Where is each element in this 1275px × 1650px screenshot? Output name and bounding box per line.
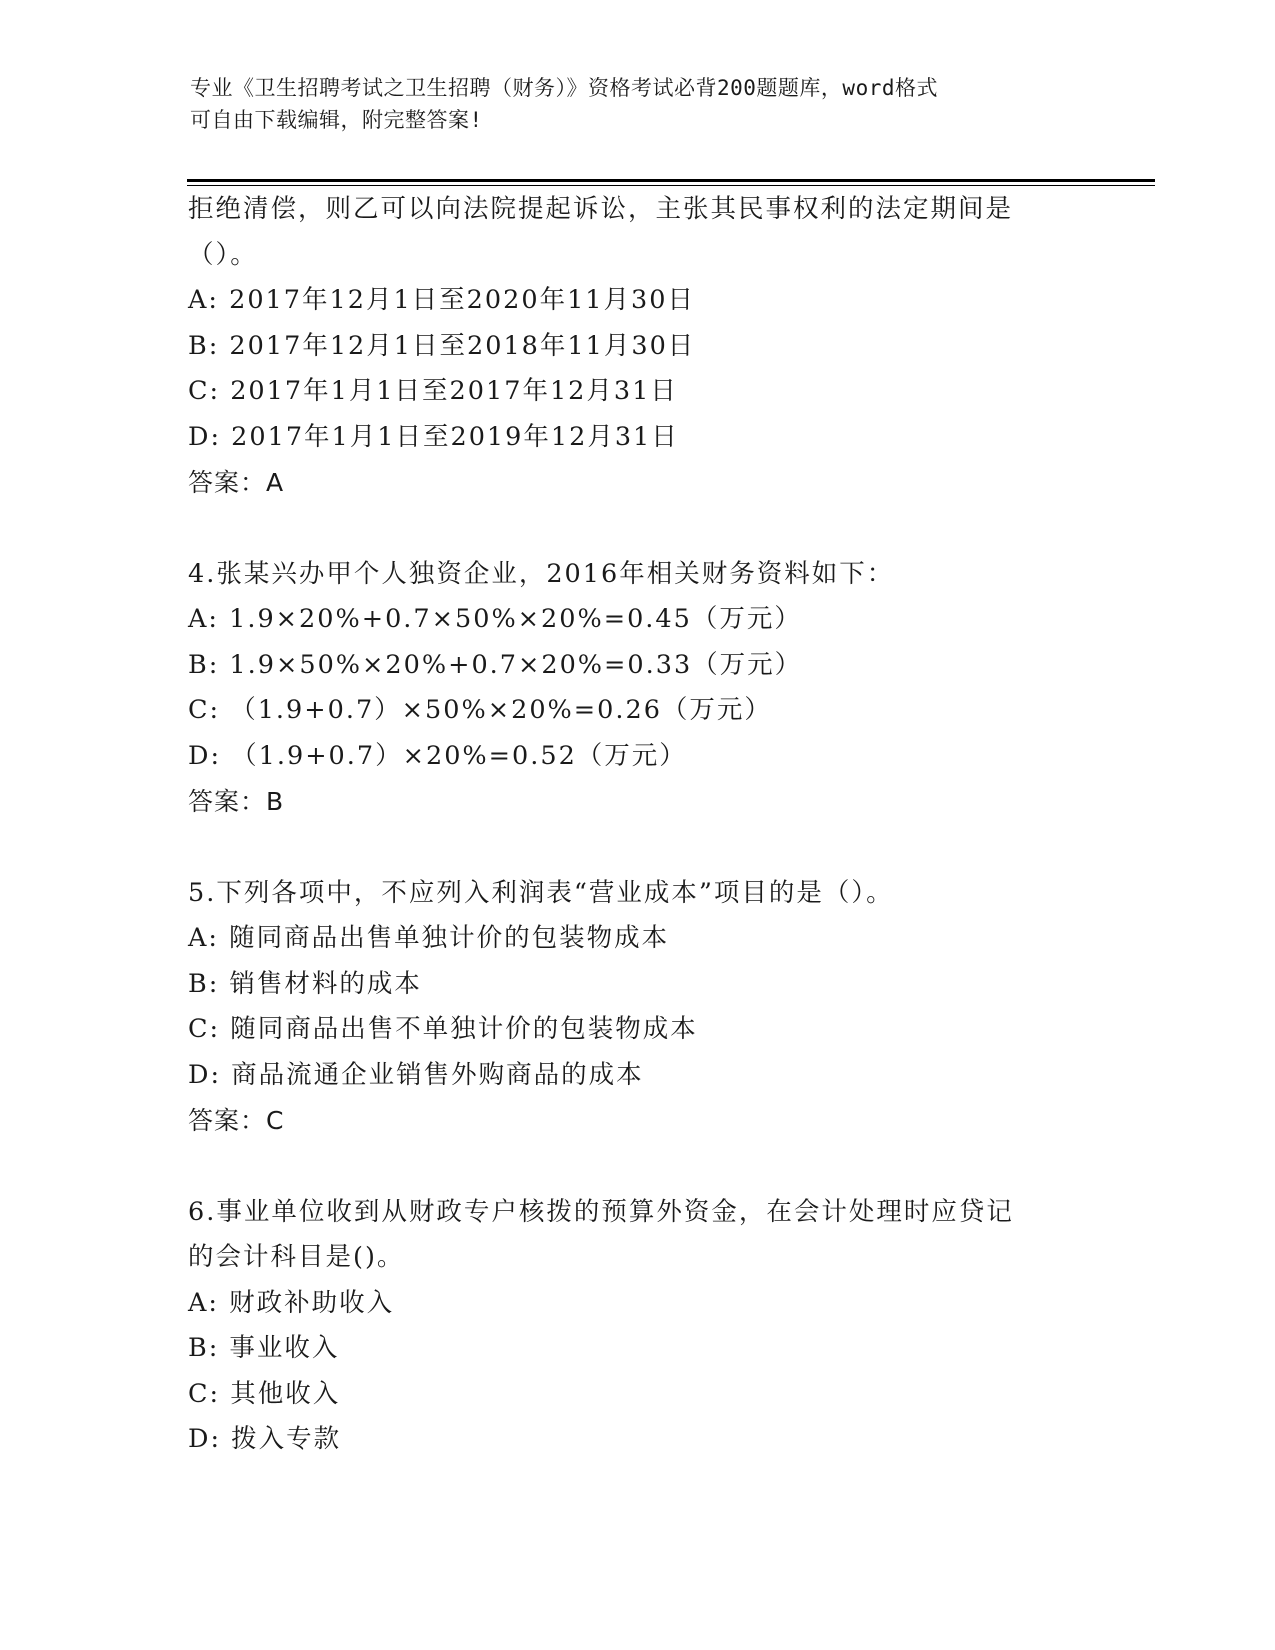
question-stem: 6.事业单位收到从财政专户核拨的预算外资金，在会计处理时应贷记 bbox=[188, 1196, 1014, 1227]
option-a: A: 2017年12月1日至2020年11月30日 bbox=[188, 285, 695, 315]
option-d: D: 商品流通企业销售外购商品的成本 bbox=[188, 1059, 644, 1090]
question-4 bbox=[188, 552, 1088, 825]
question-stem: 4.张某兴办甲个人独资企业，2016年相关财务资料如下： bbox=[188, 558, 895, 589]
option-b: B: 1.9×50%×20%+0.7×20%=0.33（万元） bbox=[188, 649, 803, 680]
question-stem-continued: 的会计科目是()。 bbox=[188, 1242, 405, 1272]
option-b: B: 事业收入 bbox=[188, 1333, 340, 1363]
question-6 bbox=[188, 1190, 1088, 1463]
document-header bbox=[190, 72, 1070, 136]
question-stem-continued: （）。 bbox=[188, 239, 258, 270]
question-stem: 拒绝清偿，则乙可以向法院提起诉讼，主张其民事权利的法定期间是 bbox=[188, 194, 1014, 224]
option-b: B: 2017年12月1日至2018年11月30日 bbox=[188, 330, 696, 361]
option-c: C: 其他收入 bbox=[188, 1378, 341, 1409]
answer-label: 答案：C bbox=[188, 1106, 285, 1135]
option-d: D: 2017年1月1日至2019年12月31日 bbox=[188, 421, 679, 452]
option-c: C: 2017年1月1日至2017年12月31日 bbox=[188, 376, 678, 406]
header-title-line-1: 专业《卫生招聘考试之卫生招聘（财务）》资格考试必背200题题库，word格式 bbox=[190, 76, 938, 100]
option-b: B: 销售材料的成本 bbox=[188, 968, 422, 999]
question-list bbox=[188, 187, 1088, 1463]
option-c: C: 随同商品出售不单独计价的包装物成本 bbox=[188, 1014, 698, 1044]
question-3 bbox=[188, 187, 1088, 506]
option-a: A: 随同商品出售单独计价的包装物成本 bbox=[188, 923, 670, 953]
answer-label: 答案：A bbox=[188, 468, 285, 497]
option-a: A: 1.9×20%+0.7×50%×20%=0.45（万元） bbox=[188, 604, 802, 634]
question-5 bbox=[188, 871, 1088, 1144]
header-divider-thin bbox=[187, 185, 1155, 186]
option-d: D: （1.9+0.7）×20%=0.52（万元） bbox=[188, 740, 687, 771]
header-title-line-2: 可自由下载编辑，附完整答案! bbox=[190, 108, 483, 132]
option-a: A: 财政补助收入 bbox=[188, 1287, 395, 1318]
question-stem: 5.下列各项中，不应列入利润表“营业成本”项目的是（）。 bbox=[188, 877, 894, 908]
option-d: D: 拨入专款 bbox=[188, 1424, 342, 1454]
header-divider-thick bbox=[187, 179, 1155, 182]
option-c: C: （1.9+0.7）×50%×20%=0.26（万元） bbox=[188, 695, 772, 725]
answer-label: 答案：B bbox=[188, 787, 285, 816]
